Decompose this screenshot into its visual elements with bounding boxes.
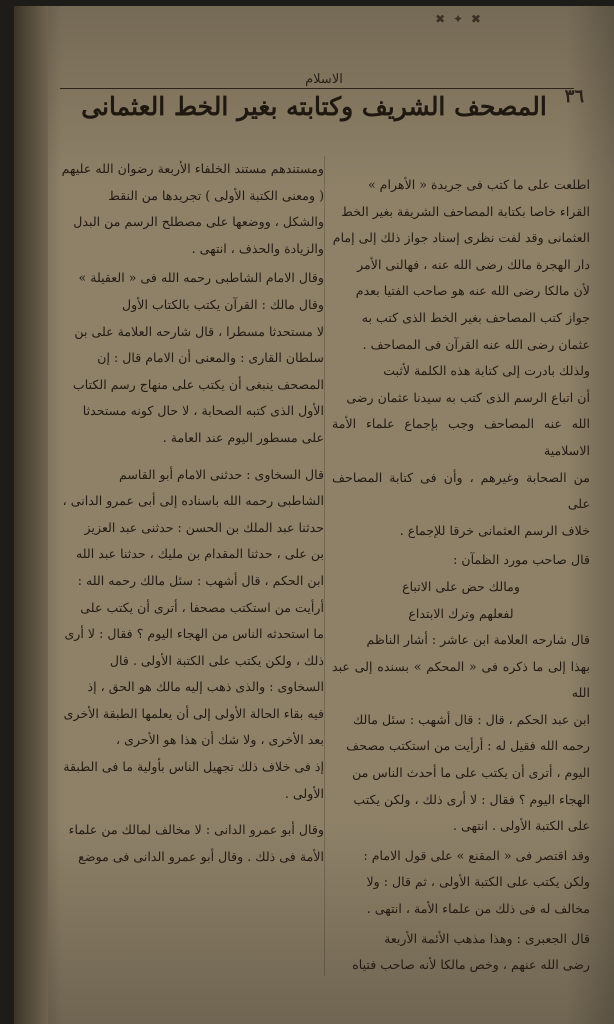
text-line: ومستندهم مستند الخلفاء الأربعة رضوان الله عليهم bbox=[61, 161, 324, 176]
text-line: على الكتبة الأولى . انتهى . bbox=[452, 818, 590, 834]
text-line: الأول الذى كتبه الصحابة ، لا حال كونه مستحدثا bbox=[82, 403, 324, 419]
text-line: اليوم ، أترى أن يكتب على ما أحدث الناس من bbox=[352, 765, 590, 781]
text-line: سلطان القارى : والمعنى أن الامام قال : إن bbox=[97, 350, 324, 366]
text-line: والشكل ، ووضعها على مصطلح الرسم من البدل bbox=[73, 214, 324, 230]
text-line: إذ فى خلاف ذلك تجهيل الناس بأولية ما فى الطبقة bbox=[63, 759, 324, 775]
text-line: قال شارحه العلامة ابن عاشر : أشار الناظم bbox=[366, 632, 590, 648]
text-line: ولكن يكتب على الكتبة الأولى ، ثم قال : ولا bbox=[366, 874, 590, 890]
text-line: فيه بقاء الحالة الأولى إلى أن يعلمها الطبقة الأخرى bbox=[63, 705, 324, 721]
text-line: القراء خاصا بكتابة المصاحف الشريفة بغير الخط bbox=[341, 203, 590, 219]
text-line: بعد الأخرى ، ولا شك أن هذا هو الأحرى ، bbox=[116, 732, 324, 748]
text-line: المصحف ينبغى أن يكتب على منهاج رسم الكتاب bbox=[72, 376, 324, 392]
text-line: قال السخاوى : حدثنى الامام أبو القاسم bbox=[119, 466, 324, 482]
header-rule bbox=[60, 88, 574, 89]
book-page bbox=[14, 6, 614, 1024]
text-line: وقال الامام الشاطبى رحمه الله فى « العقيلة » bbox=[78, 270, 324, 286]
text-line: جواز كتب المصاحف بغير الخط الذى كتب به bbox=[361, 309, 590, 325]
text-line: رحمه الله فقيل له : أرأيت من استكتب مصحف bbox=[346, 738, 590, 754]
text-line: عثمان رضى الله عنه القرآن فى المصاحف . bbox=[362, 336, 590, 352]
text-line: مخالف له فى ذلك من علماء الأمة ، انتهى . bbox=[366, 901, 590, 917]
text-line: اطلعت على ما كتب فى جريدة « الأهرام » bbox=[367, 177, 590, 192]
text-line: الهجاء اليوم ؟ فقال : لا أرى ذلك ، ولكن يكتب bbox=[353, 791, 590, 807]
running-head: الاسلام bbox=[305, 72, 343, 87]
article-title: المصحف الشريف وكتابته بغير الخط العثمانى bbox=[81, 92, 547, 121]
text-line: وقال مالك : القرآن يكتب بالكتاب الأول bbox=[122, 296, 324, 312]
text-line: وقد اقتصر فى « المقنع » على قول الامام : bbox=[363, 847, 590, 863]
text-line: أن اتباع الرسم الذى كتب به سيدنا عثمان رضى bbox=[346, 389, 590, 405]
text-line: دار الهجرة مالك رضى الله عنه ، فهالنى الأمر bbox=[357, 256, 590, 272]
text-line: ابن الحكم ، قال أشهب : سئل مالك رحمه الله : bbox=[77, 572, 324, 588]
text-line: رضى الله عنهم ، وخص مالكا لأنه صاحب فتياه bbox=[352, 957, 590, 973]
text-line: حدثنا عبد الملك بن الحسن : حدثنى عبد العزيز bbox=[84, 519, 324, 535]
text-line: السخاوى : والذى ذهب إليه مالك هو الحق ، إذ bbox=[87, 679, 324, 695]
text-line: خلاف الرسم العثمانى خرقا للإجماع . bbox=[399, 522, 590, 538]
top-ornament: ✖ ✦ ✖ bbox=[435, 12, 483, 26]
text-line: على مسطور اليوم عند العامة . bbox=[162, 429, 324, 445]
text-line: بهذا إلى ما ذكره فى « المحكم » بسنده إلى عبد الله bbox=[332, 658, 590, 701]
verse-line: ومالك حض على الاتباع bbox=[402, 578, 520, 594]
text-line: ( ومعنى الكتبة الأولى ) تجريدها من النقط bbox=[108, 187, 324, 203]
text-line: والزيادة والحذف ، انتهى . bbox=[191, 240, 324, 256]
text-line: لا مستحدثا مسطرا ، قال شارحه العلامة على بن bbox=[74, 323, 324, 339]
text-line: العثمانى وقد لفت نظرى إسناد جواز ذلك إلى إمام bbox=[332, 230, 590, 246]
right-column bbox=[332, 172, 590, 979]
text-line: وقال أبو عمرو الدانى : لا مخالف لمالك من علماء bbox=[68, 822, 324, 838]
text-line: قال صاحب مورد الظمآن : bbox=[453, 552, 590, 568]
verse-line: لفعلهم وترك الابتداع bbox=[408, 605, 514, 621]
text-line: الأولى . bbox=[284, 785, 324, 801]
text-line: ذلك ، ولكن يكتب على الكتبة الأولى . قال bbox=[109, 652, 324, 668]
text-line: بن على ، حدثنا المقدام بن مليك ، حدثنا عبد الله bbox=[75, 546, 324, 562]
text-line: ابن عبد الحكم ، قال : قال أشهب : سئل مالك bbox=[352, 711, 590, 727]
text-line: الشاطبى رحمه الله باسناده إلى أبى عمرو الدانى ، bbox=[62, 493, 324, 509]
text-line: أرأيت من استكتب مصحفا ، أترى أن يكتب على bbox=[80, 599, 324, 615]
page-number: ٣٦ bbox=[564, 86, 584, 107]
column-divider bbox=[324, 156, 325, 976]
text-line: الله عنه المصاحف وجب بإجماع علماء الأمة الاسلامية bbox=[332, 416, 590, 458]
text-line: ما استحدثه الناس من الهجاء اليوم ؟ فقال : لا أرى bbox=[64, 626, 324, 642]
text-line: ولذلك بادرت إلى كتابة هذه الكلمة لأثبت bbox=[383, 363, 590, 379]
text-line: لأن مالكا رضى الله عنه هو صاحب الفتيا بعدم bbox=[355, 283, 590, 299]
text-line: قال الجعبرى : وهذا مذهب الأئمة الأربعة bbox=[384, 930, 590, 946]
text-line: من الصحابة وغيرهم ، وأن فى كتابة المصاحف على bbox=[332, 469, 590, 512]
left-column bbox=[34, 156, 324, 870]
text-line: الأمة فى ذلك . وقال أبو عمرو الدانى فى موضع bbox=[78, 848, 324, 864]
